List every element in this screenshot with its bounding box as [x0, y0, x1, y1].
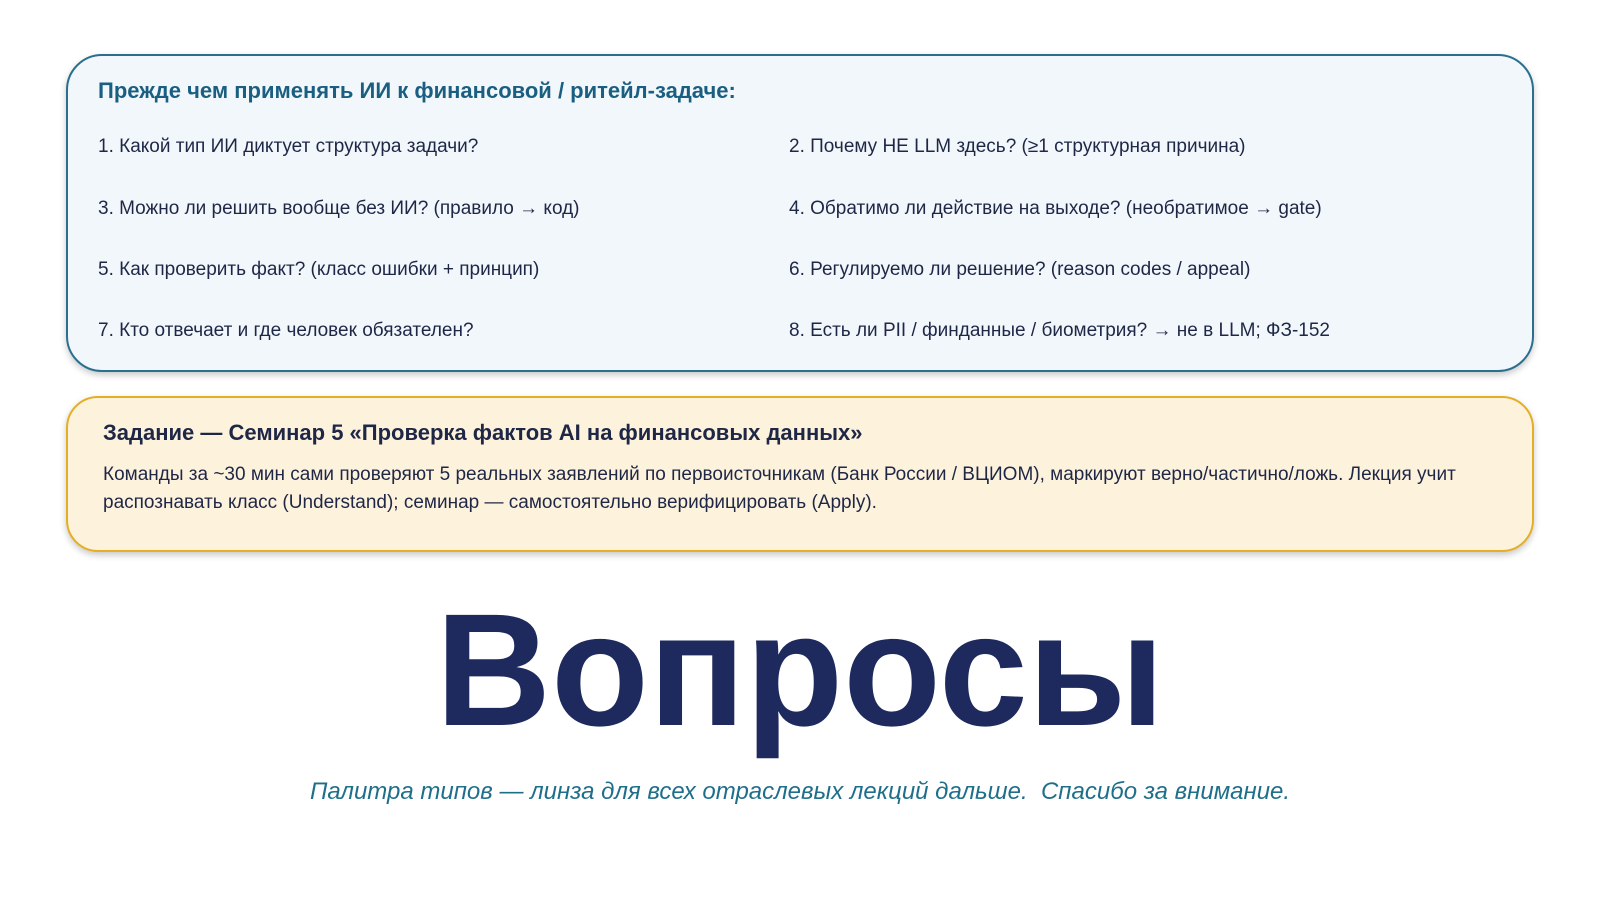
task-description: Команды за ~30 мин сами проверяют 5 реальных заявлений по первоисточникам (Банк России / ВЦИОМ), маркируют верно/частично/ложь. Лекция учит распознавать класс (Understand); семинар — самостоятельно верифицировать (Apply).	[103, 464, 1456, 513]
question-2: 2. Почему НЕ LLM здесь? (≥1 структурная причина)	[789, 136, 1246, 157]
task-panel	[66, 396, 1534, 552]
question-3: 3. Можно ли решить вообще без ИИ? (правило → код)	[98, 198, 580, 219]
task-title: Задание — Семинар 5 «Проверка фактов AI на финансовых данных»	[103, 420, 863, 445]
page-title: Вопросы	[435, 580, 1165, 759]
question-7: 7. Кто отвечает и где человек обязателен?	[98, 320, 474, 341]
checklist-title: Прежде чем применять ИИ к финансовой / ритейл-задаче:	[98, 78, 736, 103]
checklist-panel	[66, 54, 1534, 372]
question-1: 1. Какой тип ИИ диктует структура задачи?	[98, 136, 479, 157]
question-6: 6. Регулируемо ли решение? (reason codes / appeal)	[789, 259, 1251, 280]
page-subtitle: Палитра типов — линза для всех отраслевых лекций дальше. Спасибо за внимание.	[309, 778, 1291, 805]
question-5: 5. Как проверить факт? (класс ошибки + принцип)	[98, 259, 540, 280]
question-4: 4. Обратимо ли действие на выходе? (необратимое → gate)	[789, 198, 1322, 219]
question-8: 8. Есть ли PII / финданные / биометрия? → не в LLM; ФЗ-152	[789, 320, 1330, 341]
